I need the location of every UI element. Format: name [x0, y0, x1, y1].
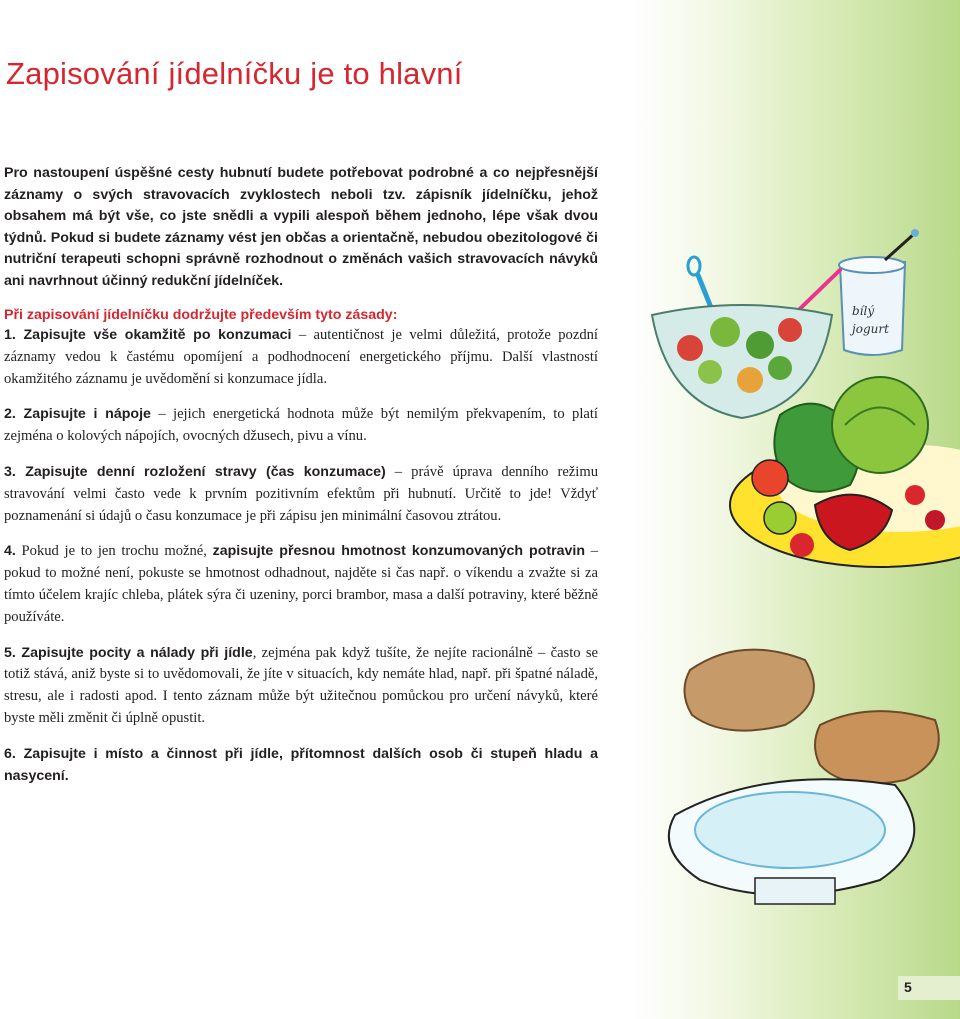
rule-4 [4, 541, 598, 628]
rule-1 [4, 325, 598, 390]
page-title: Zapisování jídelníčku je to hlavní [6, 56, 463, 91]
rule-6 [4, 744, 598, 788]
rule-2-number: 2. [4, 406, 16, 423]
rule-1-heading: Zapisujte vše okamžitě po konzumaci [15, 327, 292, 343]
page-number: 5 [904, 979, 912, 995]
page-number-box [898, 976, 960, 1000]
rule-5-text: , zejména pak když tušíte, že nejíte racionálně – často se totiž stává, aniž byste si to uvědomovali, že jíte v situacích, kdy nemáte hlad, např. při špatné náladě, stresu, ale i radosti apod. I tento záznam může být užitečnou pomůckou pro určení návyků, které byste měli změnit či úplně opustit. [4, 644, 599, 726]
bread-illustration [684, 650, 938, 784]
rule-4-text: – pokud to možné není, pokuste se hmotnost odhadnout, najděte si čas např. o víkendu a zvažte si za tímto účelem krajíc chleba, plátek sýra či uzeniny, porci brambor, masa a další potraviny, které běžně používáte. [4, 543, 599, 625]
kitchen-scale-illustration [669, 779, 914, 904]
rule-3-text: – právě úprava denního režimu stravování velmi často vede k prvním pozitivním efektům při hubnutí. Určitě to jde! Vždyť poznamenání si údajů o času konzumace je při zápisu jen minimální časovou ztrátou. [4, 463, 598, 524]
rule-4-pre: Pokud je to jen trochu možné, [15, 543, 213, 560]
rule-3-heading: Zapisujte denní rozložení stravy (čas konzumace) [15, 463, 386, 480]
rule-5 [4, 643, 598, 730]
rule-2-text: – jejich energetická hodnota může být nemilým překvapením, to platí zejména o kolových nápojích, ovocných džusech, pivu a vínu. [4, 406, 598, 445]
rule-4-number: 4. [4, 543, 16, 560]
salad-bowl-illustration [652, 305, 832, 418]
rule-6-number: 6. [4, 745, 16, 762]
food-illustrations [630, 220, 960, 920]
rule-3 [4, 462, 598, 527]
intro-part2: Pokud si budete záznamy vést jen občas a orientačně, nebudou obezitologové či nutriční terapeuti schopni správně rozhodnout o změnách vašich stravovacích návyků ani navrhnout účinný redukční jídelníček. [4, 229, 598, 289]
rule-2 [4, 404, 598, 448]
rule-6-heading: Zapisujte i místo a činnost při jídle, přítomnost dalších osob či stupeň hladu a nasycení. [4, 745, 598, 784]
intro-part1: Pro nastoupení úspěšné cesty hubnutí budete potřebovat podrobné a co nejpřesnější záznamy o svých stravovacích zvyklostech neboli tzv. zápisník jídelníčku, jehož obsahem má být vše, co jste snědli a vypili alespoň během jednoho, lépe však dvou týdnů. [4, 165, 598, 246]
rule-1-text: – autentičnost je velmi důležitá, protože pozdní záznamy vedou k častému opomíjení a podhodnocení energetického příjmu. Další vlastností okamžitého záznamu je uvědomění si konzumace jídla. [4, 327, 598, 387]
rule-2-heading: Zapisujte i nápoje [15, 406, 151, 423]
rule-4-heading: zapisujte přesnou hmotnost konzumovaných potravin [212, 543, 586, 560]
rules-heading: Při zapisování jídelníčku dodržujte především tyto zásady: [4, 307, 398, 323]
intro-paragraph [4, 163, 598, 292]
rule-5-heading: Zapisujte pocity a nálady při jídle [15, 644, 253, 661]
rule-1-number: 1. [4, 327, 16, 343]
rule-5-number: 5. [4, 644, 16, 661]
yogurt-cup-illustration [839, 229, 919, 355]
yogurt-label-line1: bílý [852, 304, 875, 318]
yogurt-label-line2: jogurt [852, 322, 889, 336]
main-content [4, 163, 598, 787]
rule-3-number: 3. [4, 463, 16, 480]
